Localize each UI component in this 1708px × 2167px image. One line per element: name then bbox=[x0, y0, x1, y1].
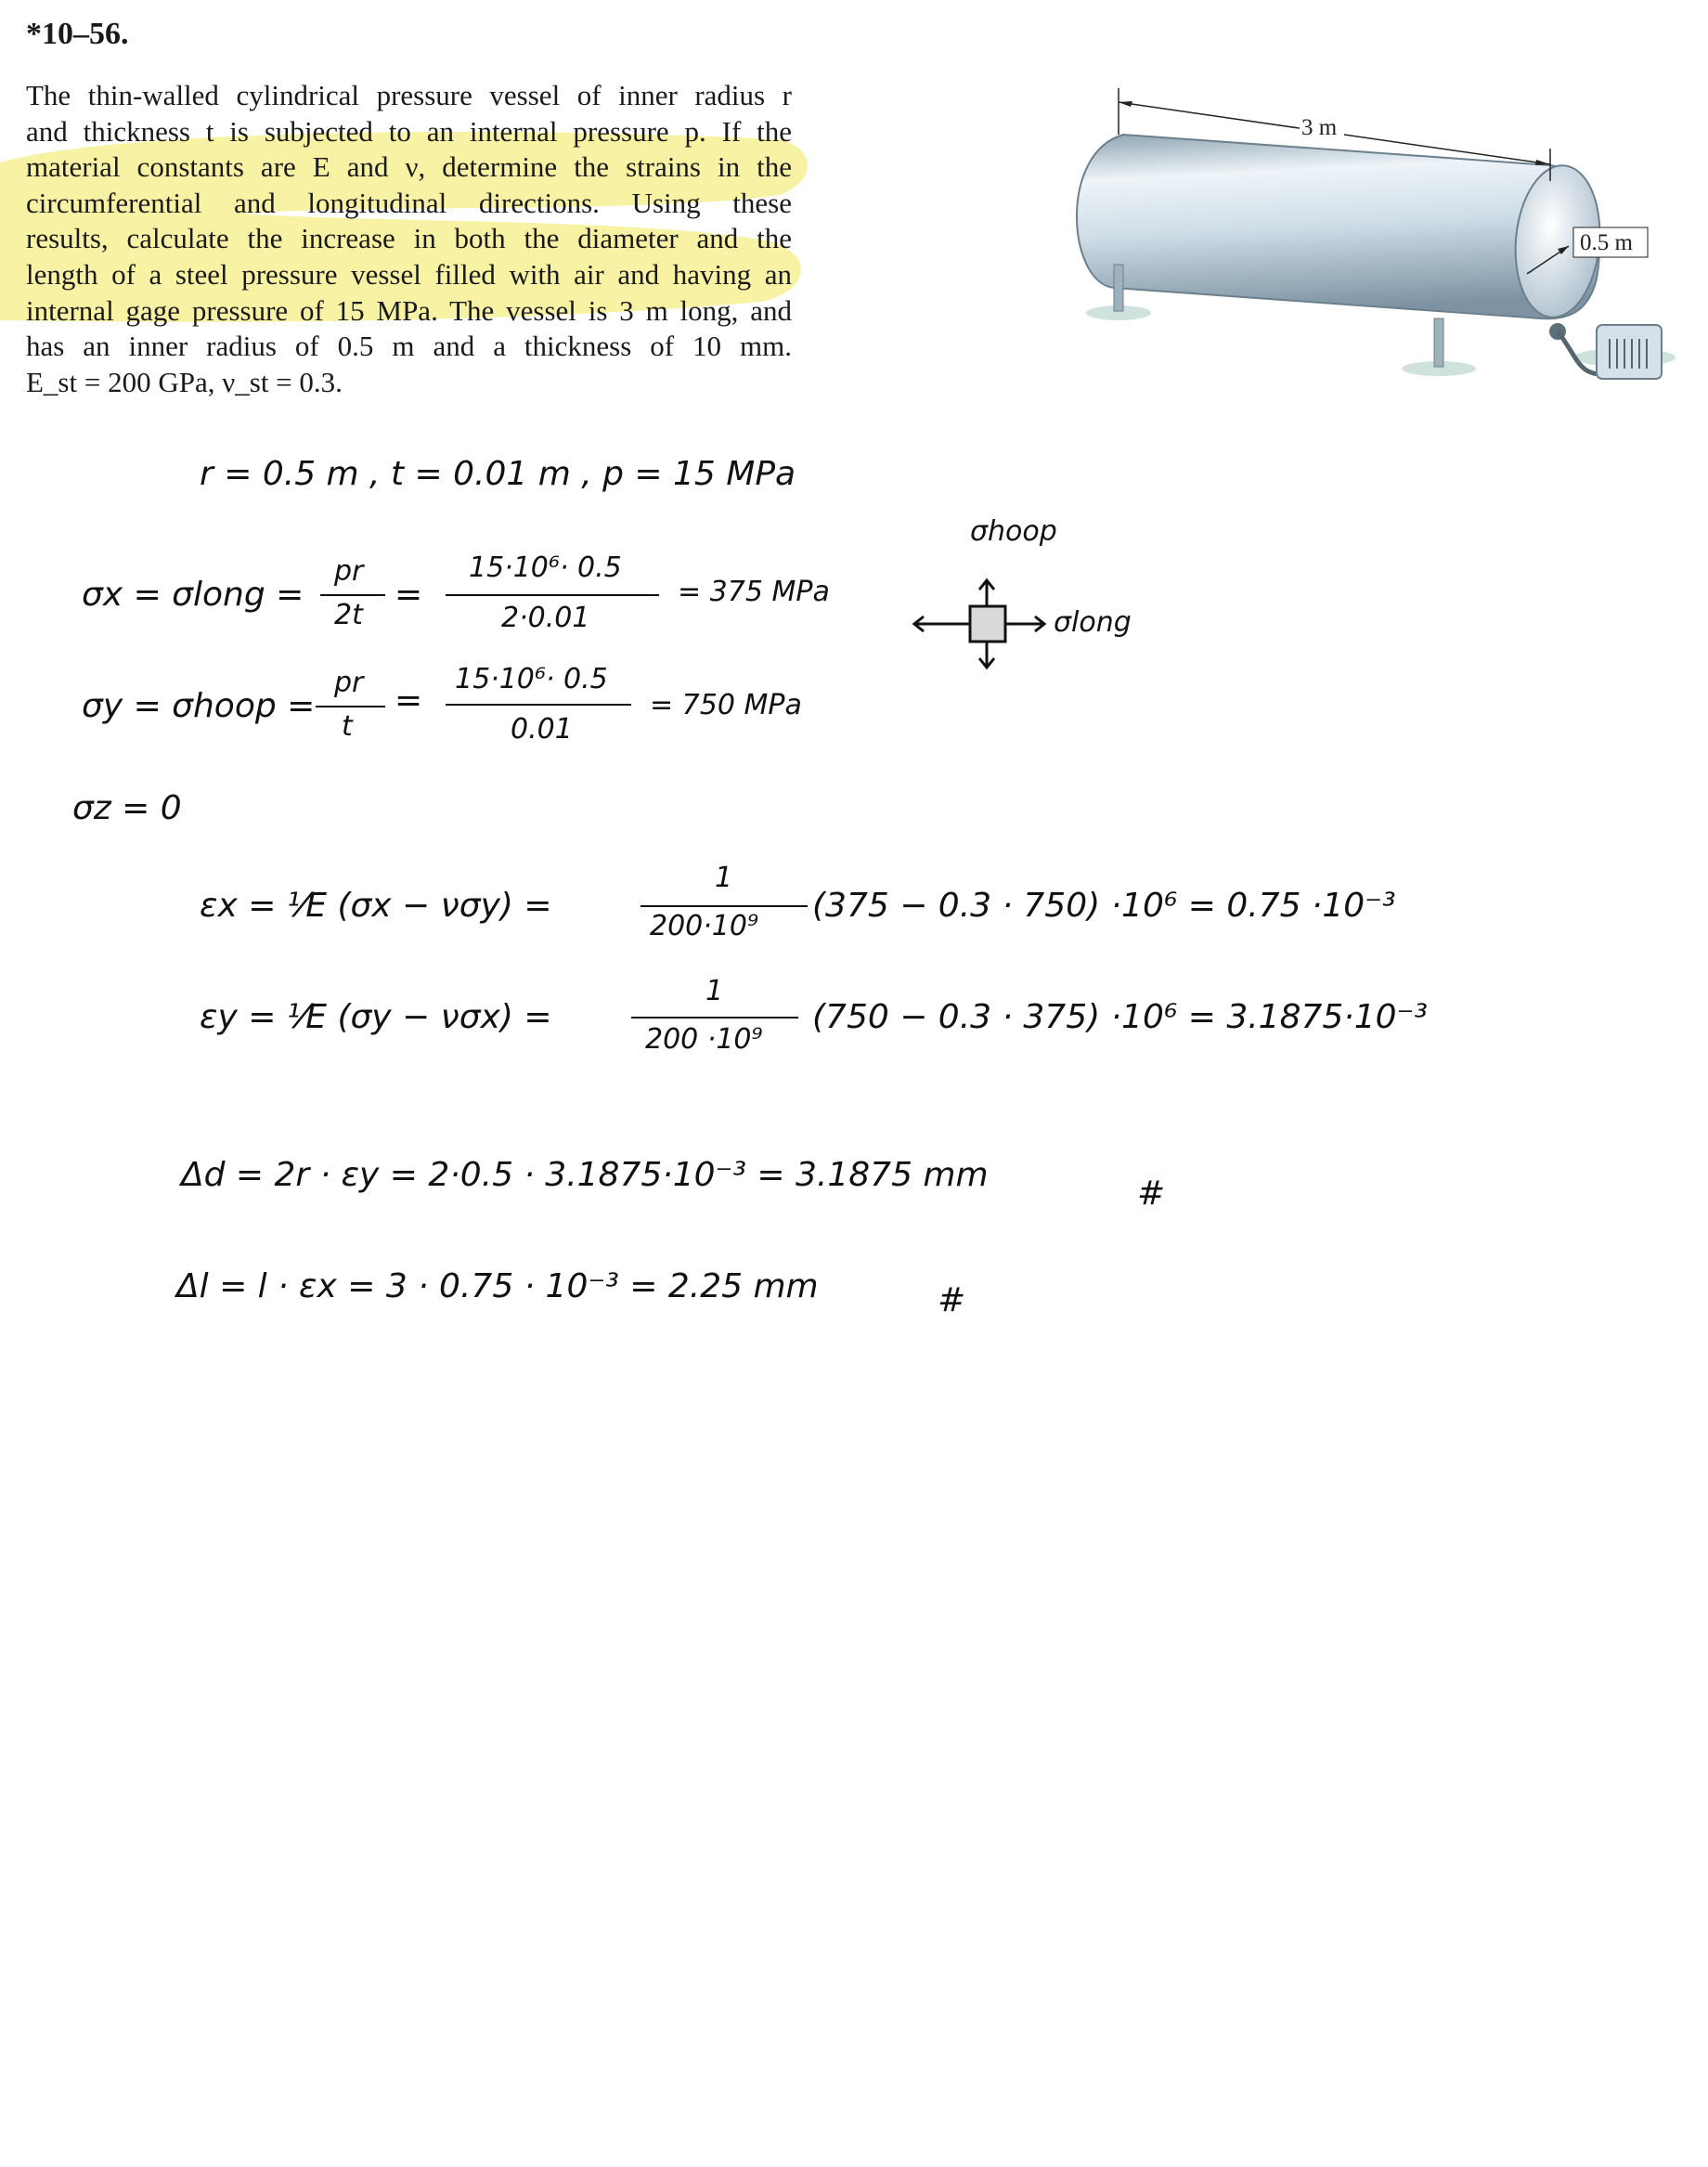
pressure-vessel-figure bbox=[1049, 79, 1699, 404]
sigma-y-num: pr bbox=[334, 667, 364, 699]
fraction-bar bbox=[446, 704, 631, 706]
strain-x-den: 200·10⁹ bbox=[650, 910, 758, 942]
strain-y-lhs: εy = ¹⁄E (σy − νσx) = bbox=[200, 998, 552, 1036]
sigma-y-eq: = bbox=[395, 681, 423, 720]
answer-mark: # bbox=[1137, 1174, 1166, 1213]
length-change: Δl = l · εx = 3 · 0.75 · 10⁻³ = 2.25 mm bbox=[176, 1267, 819, 1305]
problem-line: internal gage pressure of 15 MPa. The vessel is 3 m long, and bbox=[26, 293, 792, 327]
length-dimension-label: 3 m bbox=[1301, 115, 1338, 140]
long-stress-label: σlong bbox=[1054, 606, 1132, 639]
sigma-x-num2: 15·10⁶· 0.5 bbox=[469, 551, 622, 584]
strain-y-rhs: (750 − 0.3 · 375) ·10⁶ = 3.1875·10⁻³ bbox=[812, 998, 1428, 1036]
strain-x-rhs: (375 − 0.3 · 750) ·10⁶ = 0.75 ·10⁻³ bbox=[812, 887, 1396, 925]
strain-y-num: 1 bbox=[705, 975, 724, 1007]
stress-element-sketch bbox=[905, 515, 1156, 682]
problem-line: length of a steel pressure vessel filled with air and having an bbox=[26, 257, 792, 291]
fraction-bar bbox=[446, 594, 659, 596]
problem-line: material constants are E and ν, determine the strains in the bbox=[26, 150, 792, 184]
sigma-x-num: pr bbox=[334, 555, 364, 588]
diameter-change: Δd = 2r · εy = 2·0.5 · 3.1875·10⁻³ = 3.1875 mm bbox=[181, 1156, 989, 1194]
sigma-z: σz = 0 bbox=[72, 789, 182, 827]
sigma-x-lhs: σx = σlong = bbox=[82, 576, 304, 614]
problem-line: E_st = 200 GPa, ν_st = 0.3. bbox=[26, 365, 343, 398]
givens-line: r = 0.5 m , t = 0.01 m , p = 15 MPa bbox=[200, 455, 796, 493]
hoop-stress-label: σhoop bbox=[970, 515, 1057, 548]
fraction-bar bbox=[640, 905, 808, 907]
answer-mark: # bbox=[938, 1281, 966, 1319]
sigma-y-den: t bbox=[342, 710, 353, 743]
fraction-bar bbox=[631, 1017, 798, 1019]
problem-line: The thin-walled cylindrical pressure vessel of inner radius r bbox=[26, 79, 792, 111]
sigma-x-result: = 375 MPa bbox=[678, 576, 830, 608]
problem-number: *10–56. bbox=[26, 17, 129, 51]
strain-x-lhs: εx = ¹⁄E (σx − νσy) = bbox=[200, 887, 552, 925]
sigma-y-den2: 0.01 bbox=[511, 713, 573, 746]
fraction-bar bbox=[316, 706, 385, 707]
sigma-x-den: 2t bbox=[334, 599, 363, 631]
sigma-x-eq: = bbox=[395, 576, 423, 614]
strain-x-num: 1 bbox=[715, 862, 733, 894]
sigma-y-lhs: σy = σhoop = bbox=[82, 687, 316, 725]
sigma-y-num2: 15·10⁶· 0.5 bbox=[455, 663, 608, 695]
problem-statement bbox=[26, 78, 792, 400]
strain-y-den: 200 ·10⁹ bbox=[645, 1023, 763, 1056]
problem-line: results, calculate the increase in both the diameter and the bbox=[26, 222, 792, 255]
sigma-y-result: = 750 MPa bbox=[650, 689, 802, 721]
problem-line: circumferential and longitudinal directions. Using these bbox=[26, 186, 792, 219]
problem-line: and thickness t is subjected to an internal pressure p. If the bbox=[26, 114, 792, 148]
radius-dimension-label: 0.5 m bbox=[1580, 230, 1633, 255]
problem-line: has an inner radius of 0.5 m and a thickness of 10 mm. bbox=[26, 330, 792, 363]
fraction-bar bbox=[320, 594, 385, 596]
sigma-x-den2: 2·0.01 bbox=[501, 602, 590, 634]
